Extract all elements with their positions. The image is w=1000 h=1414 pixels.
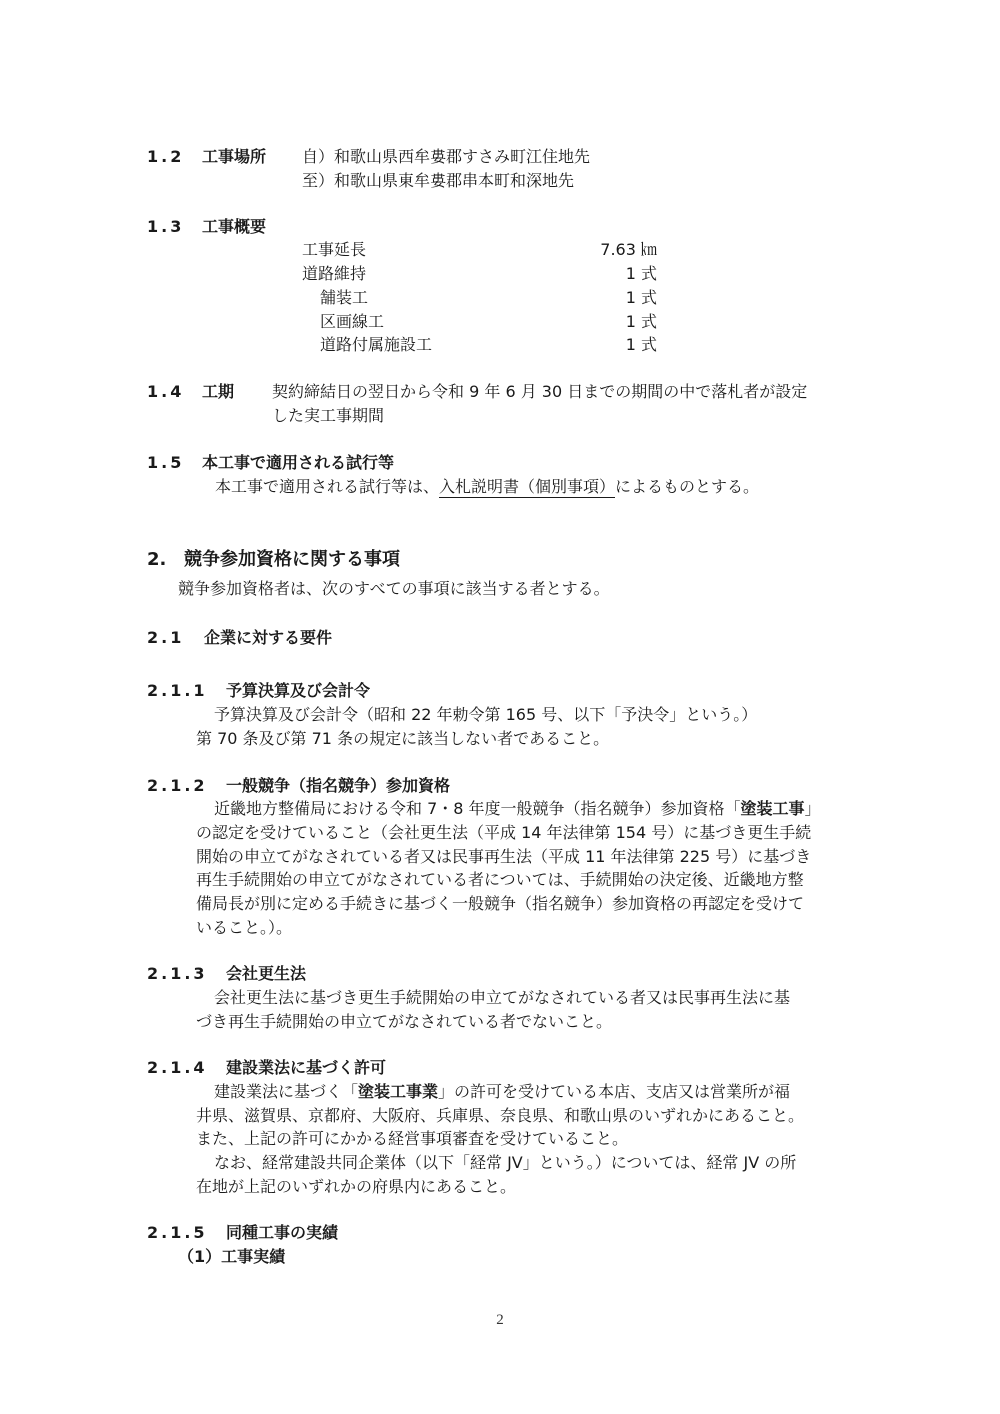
paragraph-line: の認定を受けていること（会社更生法（平成 14 年法律第 154 号）に基づき更生手続 bbox=[196, 823, 812, 842]
paragraph-line: いること。）。 bbox=[196, 918, 293, 937]
paragraph-line bbox=[214, 797, 821, 821]
paragraph-line: 井県、滋賀県、京都府、大阪府、兵庫県、奈良県、和歌山県のいずれかにあること。 bbox=[196, 1106, 805, 1125]
section-2-1-title: 企業に対する要件 bbox=[204, 628, 333, 647]
paragraph-line: 開始の申立てがなされている者又は民事再生法（平成 11 年法律第 225 号）に基づき bbox=[196, 847, 812, 866]
section-1-2-title: 工事場所 bbox=[202, 147, 267, 166]
paragraph-line: 再生手続開始の申立てがなされている者については、手続開始の決定後、近畿地方整 bbox=[196, 870, 804, 889]
section-1-4-title: 工期 bbox=[202, 382, 235, 401]
qualification-close: 」 bbox=[804, 799, 821, 818]
page-number: 2 bbox=[496, 1312, 504, 1328]
period-text-line: した実工事期間 bbox=[272, 406, 385, 425]
overview-item-label: 舗装工 bbox=[320, 288, 369, 307]
paragraph-line bbox=[214, 1080, 790, 1104]
overview-item-label: 工事延長 bbox=[302, 240, 367, 259]
overview-item-label: 区画線工 bbox=[320, 312, 385, 331]
paragraph-line: 予算決算及び会計令（昭和 22 年勅令第 165 号、以下「予決令」という。） bbox=[214, 705, 758, 724]
section-2-1-4-title: 建設業法に基づく許可 bbox=[226, 1058, 387, 1077]
overview-item-label: 道路維持 bbox=[302, 264, 367, 283]
paragraph-line: 会社更生法に基づき更生手続開始の申立てがなされている者又は民事再生法に基 bbox=[214, 988, 791, 1007]
section-1-3-title: 工事概要 bbox=[202, 217, 267, 236]
section-2-1-2-number: 2.1.2 bbox=[147, 776, 208, 795]
section-1-3-number: 1.3 bbox=[147, 217, 185, 236]
overview-item-value: 7.63 ㎞ bbox=[600, 240, 657, 259]
paragraph-line: なお、経常建設共同企業体（以下「経常 JV」という。）については、経常 JV の所 bbox=[214, 1153, 797, 1172]
location-to: 至）和歌山県東牟婁郡串本町和深地先 bbox=[302, 171, 575, 190]
section-2-1-1-number: 2.1.1 bbox=[147, 681, 208, 700]
license-type: 塗装工事業 bbox=[358, 1082, 439, 1101]
location-from: 自）和歌山県西牟婁郡すさみ町江住地先 bbox=[302, 147, 591, 166]
section-2-intro: 競争参加資格者は、次のすべての事項に該当する者とする。 bbox=[178, 579, 610, 598]
overview-item-value: 1 式 bbox=[625, 288, 657, 307]
qualification-type: 塗装工事 bbox=[740, 799, 805, 818]
paragraph-line: また、上記の許可にかかる経営事項審査を受けていること。 bbox=[196, 1129, 629, 1148]
trial-paragraph bbox=[215, 475, 759, 499]
overview-item-label: 道路付属施設工 bbox=[320, 335, 433, 354]
section-2-1-4-number: 2.1.4 bbox=[147, 1058, 208, 1077]
qualification-text: 近畿地方整備局における令和 7・8 年度一般競争（指名競争）参加資格「 bbox=[214, 799, 741, 818]
section-2-title: 競争参加資格に関する事項 bbox=[184, 549, 400, 570]
section-2-1-number: 2.1 bbox=[147, 628, 185, 647]
paragraph-line: 備局長が別に定める手続きに基づく一般競争（指名競争）参加資格の再認定を受けて bbox=[196, 894, 805, 913]
section-2-1-3-number: 2.1.3 bbox=[147, 964, 208, 983]
section-2-1-5-number: 2.1.5 bbox=[147, 1223, 208, 1242]
section-2-1-2-title: 一般競争（指名競争）参加資格 bbox=[226, 776, 451, 795]
period-text-line: 契約締結日の翌日から令和 9 年 6 月 30 日までの期間の中で落札者が設定 bbox=[272, 382, 808, 401]
license-text-post: 」の許可を受けている本店、支店又は営業所が福 bbox=[438, 1082, 791, 1101]
trial-text-pre: 本工事で適用される試行等は、 bbox=[215, 477, 440, 496]
section-1-2-number: 1.2 bbox=[147, 147, 185, 166]
overview-item-value: 1 式 bbox=[625, 335, 657, 354]
section-1-4-number: 1.4 bbox=[147, 382, 185, 401]
section-2-1-1-title: 予算決算及び会計令 bbox=[226, 681, 371, 700]
bid-explanation-link[interactable]: 入札説明書（個別事項） bbox=[439, 477, 616, 496]
paragraph-line: 在地が上記のいずれかの府県内にあること。 bbox=[196, 1177, 517, 1196]
trial-text-post: によるものとする。 bbox=[615, 477, 760, 496]
section-1-5-title: 本工事で適用される試行等 bbox=[202, 453, 395, 472]
paragraph-line: 第 70 条及び第 71 条の規定に該当しない者であること。 bbox=[196, 729, 610, 748]
section-2-1-3-title: 会社更生法 bbox=[226, 964, 307, 983]
section-2-1-5-title: 同種工事の実績 bbox=[226, 1223, 339, 1242]
section-2-number: 2. bbox=[147, 549, 167, 570]
paragraph-line: づき再生手続開始の申立てがなされている者でないこと。 bbox=[196, 1012, 613, 1031]
overview-item-value: 1 式 bbox=[625, 312, 657, 331]
section-1-5-number: 1.5 bbox=[147, 453, 185, 472]
subsection-heading: （1）工事実績 bbox=[178, 1247, 286, 1266]
license-text: 建設業法に基づく「 bbox=[214, 1082, 359, 1101]
overview-item-value: 1 式 bbox=[625, 264, 657, 283]
